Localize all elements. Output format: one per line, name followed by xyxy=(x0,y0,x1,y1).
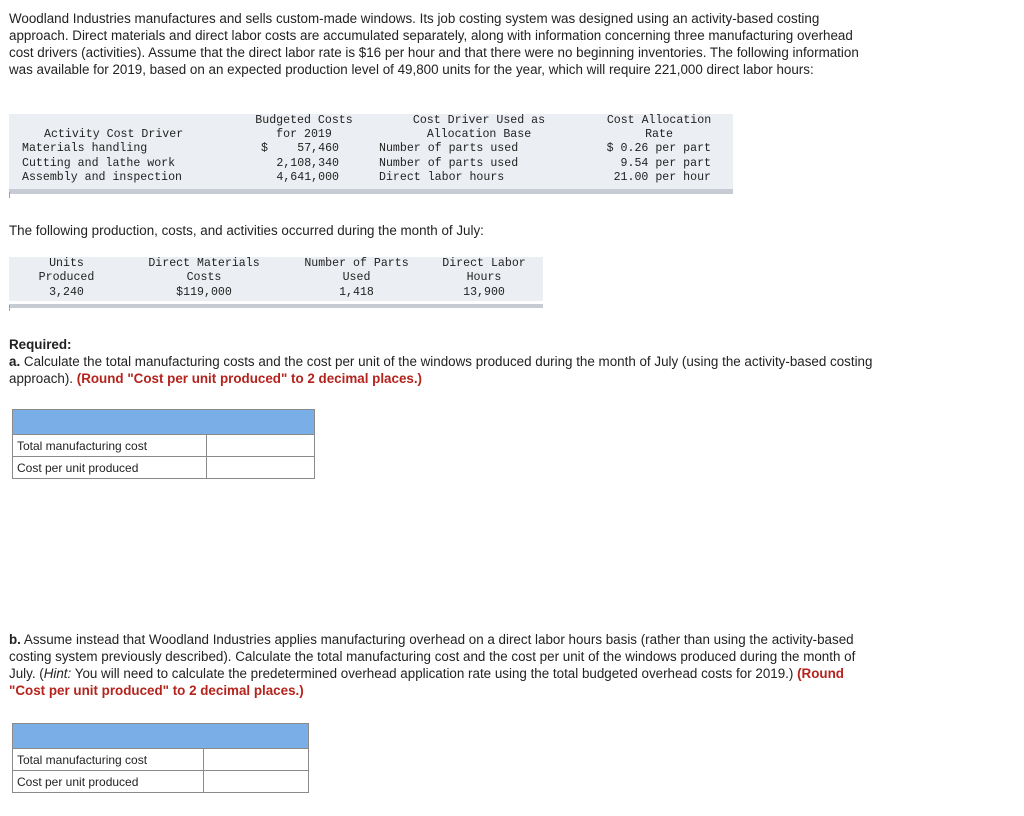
answer-header-cell xyxy=(13,724,309,749)
answer-table-header xyxy=(13,724,309,749)
part-b-rounding-note: (Round "Cost per unit produced" to 2 decimal places.) xyxy=(9,666,844,698)
header-allocation-rate-line1: Cost Allocation xyxy=(606,114,712,127)
part-b-text: Assume instead that Woodland Industries applies manufacturing overhead on a direct labor hours basis (rather than using the activity-based costing system previously described). Calculate the total manufacturing cost and the cost per unit of the windows produced during the month of July. ( xyxy=(9,632,856,681)
total-manufacturing-cost-label: Total manufacturing cost xyxy=(13,749,204,771)
cost-per-unit-label: Cost per unit produced xyxy=(13,771,204,793)
cost-per-unit-cell xyxy=(206,457,314,479)
row-rate: 21.00 per hour xyxy=(613,171,711,184)
row-budget: 2,108,340 xyxy=(276,156,339,170)
units-produced-value: 3,240 xyxy=(49,285,84,299)
header-direct-materials-line1: Direct Materials xyxy=(148,257,260,270)
table-row xyxy=(13,749,309,771)
table-row xyxy=(13,435,315,457)
answer-header-cell xyxy=(13,410,315,435)
row-allocation-base: Number of parts used xyxy=(379,142,519,155)
part-a-answer-table xyxy=(12,409,315,479)
row-driver: Materials handling xyxy=(22,142,148,155)
header-allocation-base-line2: Allocation Base xyxy=(426,128,532,141)
header-parts-used-line1: Number of Parts xyxy=(304,257,409,270)
total-manufacturing-cost-input[interactable] xyxy=(204,749,312,770)
july-activity-table xyxy=(9,257,543,313)
header-units-line1: Units xyxy=(49,257,84,270)
direct-materials-value: $119,000 xyxy=(176,285,232,299)
header-allocation-rate-line2: Rate xyxy=(645,128,673,141)
cost-per-unit-input[interactable] xyxy=(207,457,318,478)
row-currency: $ xyxy=(261,142,268,155)
cost-per-unit-cell xyxy=(203,771,308,793)
row-allocation-base: Direct labor hours xyxy=(379,171,505,184)
table-corner-tick xyxy=(9,305,10,311)
direct-labor-hours-value: 13,900 xyxy=(463,285,505,299)
header-direct-labor-line1: Direct Labor xyxy=(442,257,526,270)
header-direct-materials-line2: Costs xyxy=(186,271,222,284)
cost-per-unit-input[interactable] xyxy=(204,771,312,792)
problem-intro: Woodland Industries manufactures and sells custom-made windows. Its job costing system was designed using an activity-based costing approach. Direct materials and direct labor costs are accumulated separately, along with information concerning three manufacturing overhead cost drivers (activities). Assume that the direct labor rate is $16 per hour and that there were no beginning inventories. The following information was available for 2019, based on an expected production level of 49,800 units for the year, which will require 221,000 direct labor hours: xyxy=(9,11,859,77)
part-b-answer-table xyxy=(12,723,309,793)
july-intro: The following production, costs, and activities occurred during the month of July: xyxy=(9,223,484,238)
part-a-question xyxy=(9,353,909,387)
table-bottom-rule xyxy=(9,304,543,308)
table-row xyxy=(13,771,309,793)
header-units-line2: Produced xyxy=(38,271,95,284)
activity-cost-table xyxy=(9,114,733,198)
part-b-letter: b. xyxy=(9,632,21,647)
row-driver: Cutting and lathe work xyxy=(22,156,176,170)
header-budgeted-costs-line1: Budgeted Costs xyxy=(255,114,353,127)
header-activity-cost-driver: Activity Cost Driver xyxy=(44,128,184,141)
row-rate: 9.54 per part xyxy=(620,156,711,170)
answer-table-header xyxy=(13,410,315,435)
required-label: Required: xyxy=(9,337,72,352)
part-a-rounding-note: (Round "Cost per unit produced" to 2 decimal places.) xyxy=(76,371,423,386)
total-manufacturing-cost-label: Total manufacturing cost xyxy=(13,435,207,457)
row-allocation-base: Number of parts used xyxy=(379,156,519,170)
row-rate: $ 0.26 per part xyxy=(606,142,711,155)
cost-per-unit-label: Cost per unit produced xyxy=(13,457,207,479)
header-direct-labor-line2: Hours xyxy=(466,271,502,284)
part-b-hint-label: Hint: xyxy=(43,666,72,681)
part-a-text: Calculate the total manufacturing costs and the cost per unit of the windows produced during the month of July (using the activity-based costing approach). xyxy=(9,354,873,386)
total-manufacturing-cost-cell xyxy=(203,749,308,771)
header-parts-used-line2: Used xyxy=(342,271,371,284)
header-budgeted-costs-line2: for 2019 xyxy=(276,128,332,141)
table-corner-tick xyxy=(9,192,10,198)
header-allocation-base-line1: Cost Driver Used as xyxy=(412,114,546,127)
part-b-question xyxy=(9,631,879,699)
table-row xyxy=(13,457,315,479)
part-a-letter: a. xyxy=(9,354,21,369)
total-manufacturing-cost-cell xyxy=(206,435,314,457)
row-budget: 57,460 xyxy=(297,142,339,155)
part-b-text-continued: You will need to calculate the predetermined overhead application rate using the total budgeted overhead costs for 2019.) xyxy=(71,666,798,681)
table-bottom-rule xyxy=(9,189,733,194)
row-budget: 4,641,000 xyxy=(276,171,339,184)
row-driver: Assembly and inspection xyxy=(22,171,183,184)
total-manufacturing-cost-input[interactable] xyxy=(207,435,318,456)
parts-used-value: 1,418 xyxy=(339,285,374,299)
